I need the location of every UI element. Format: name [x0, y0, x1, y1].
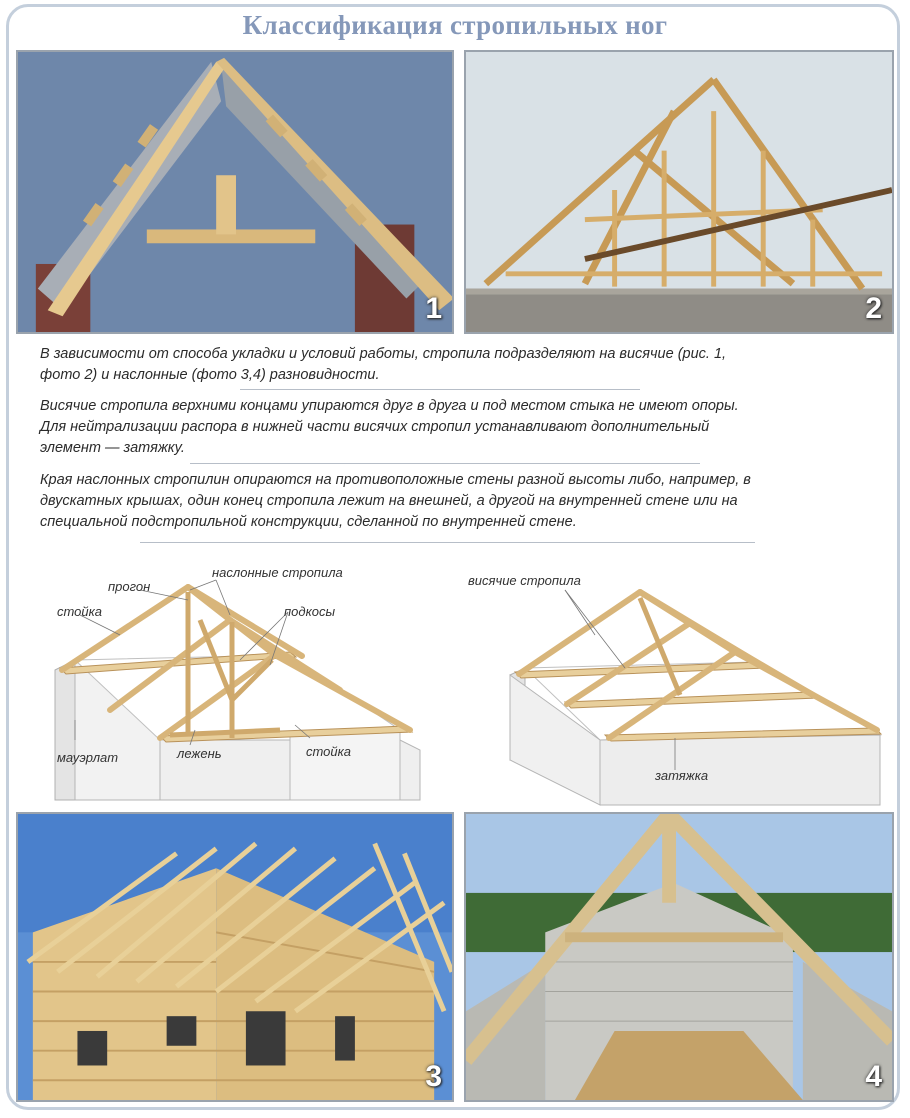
photo-number: 1: [425, 292, 442, 325]
paragraph-line: В зависимости от способа укладки и условий работы, стропила подразделяют на висячие (рис. 1,: [40, 346, 727, 362]
photo-4-attic-rafters: [464, 812, 894, 1102]
photo-number: 3: [425, 1060, 442, 1093]
divider: [190, 463, 700, 464]
diagram-sloped-rafters: [40, 560, 460, 810]
label-mauerlat: мауэрлат: [57, 750, 119, 765]
paragraph-line: специальной подстропильной конструкции, сделанной по внутренней стене.: [40, 514, 577, 530]
label-visyachie-stropila: висячие стропила: [468, 573, 581, 588]
paragraph-line: Висячие стропила верхними концами упираются друг в друга и под местом стыка не имеют опоры.: [40, 398, 739, 414]
paragraph-line: элемент — затяжку.: [40, 440, 185, 456]
label-podkosy: подкосы: [284, 604, 336, 619]
truss-model-illustration: [18, 52, 452, 332]
label-stoyka-top: стойка: [57, 604, 103, 619]
paragraph-sloped-rafters: [40, 470, 870, 533]
label-lezhen: лежень: [177, 746, 222, 761]
paragraph-line: Края наслонных стропилин опираются на противоположные стены разной высоты либо, например, в: [40, 472, 751, 488]
paragraph-line: двускатных крышах, один конец стропила лежит на внешней, а другой на внутренней стене или на: [40, 493, 738, 509]
paragraph-intro: [40, 344, 870, 386]
divider: [240, 389, 640, 390]
photo-3-log-house-rafters: [16, 812, 454, 1102]
paragraph-line: Для нейтрализации распора в нижней части висячих стропил устанавливают дополнительный: [40, 419, 710, 435]
photo-1-hanging-truss-model: [16, 50, 454, 334]
label-stoyka-bottom: стойка: [306, 744, 352, 759]
photo-number: 2: [865, 292, 882, 325]
roof-frame-photo: [466, 52, 892, 332]
label-progon: прогон: [108, 579, 151, 594]
page-title: Классификация стропильных ног: [242, 10, 668, 40]
paragraph-line: фото 2) и наслонные (фото 3,4) разновидности.: [40, 367, 380, 383]
paragraph-hanging-rafters: [40, 396, 870, 459]
label-zatyazhka: затяжка: [655, 768, 709, 783]
attic-photo: [466, 814, 892, 1100]
photo-number: 4: [865, 1060, 882, 1093]
photo-2-timber-roof-frame: [464, 50, 894, 334]
label-naslonnye-stropila: наслонные стропила: [212, 565, 343, 580]
log-house-photo: [18, 814, 452, 1100]
divider: [140, 542, 755, 543]
